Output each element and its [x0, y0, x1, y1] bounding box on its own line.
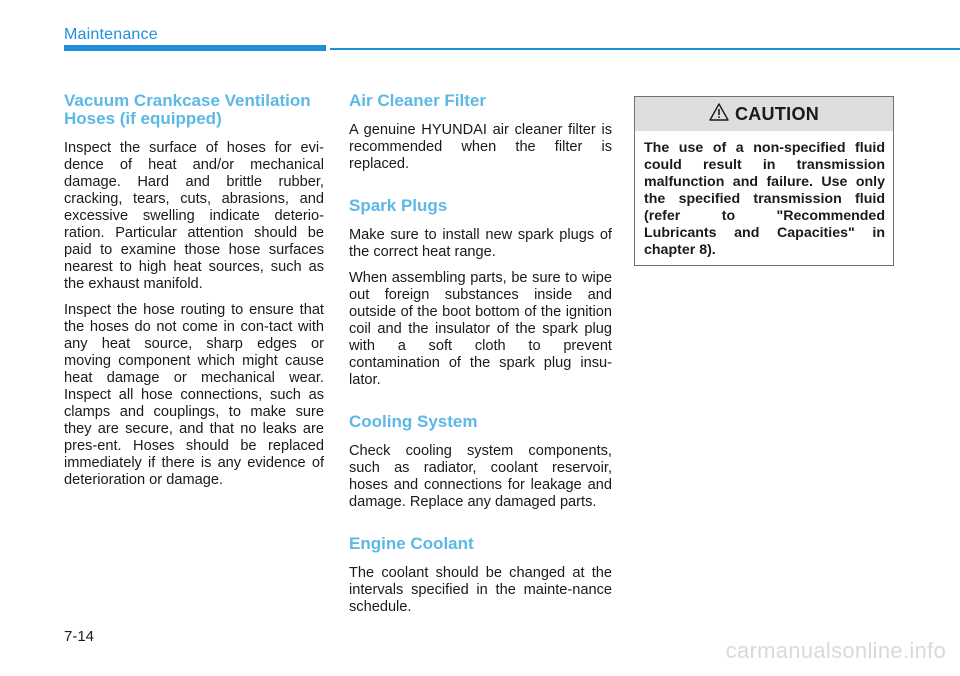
- header-rule-thin: [330, 48, 960, 50]
- page-number: 7-14: [64, 628, 95, 645]
- middle-column: [349, 92, 612, 625]
- caution-header: [635, 97, 893, 131]
- spark-plugs-heading: Spark Plugs: [349, 196, 448, 215]
- cooling-system-text: Check cooling system components, such as radiator, coolant reservoir, hoses and connections for leakage and damage. Replace any damaged parts.: [349, 443, 612, 510]
- watermark: carmanualsonline.info: [725, 638, 946, 663]
- vacuum-hoses-heading: Vacuum Crankcase Ventilation Hoses (if equipped): [64, 91, 311, 128]
- vacuum-hoses-paragraph-1: Inspect the surface of hoses for evi-dence of heat and/or mechanical damage. Hard and brittle rubber, cracking, tears, cuts, abrasions, and excessive swelling indicate deterio-ration. Particular attention should be paid to examine those hose surfaces nearest to high heat sources, such as the exhaust manifold.: [64, 140, 324, 292]
- warning-triangle-icon: [709, 103, 729, 126]
- engine-coolant-heading: Engine Coolant: [349, 534, 474, 553]
- air-cleaner-heading: Air Cleaner Filter: [349, 91, 486, 110]
- caution-text: The use of a non-specified fluid could result in transmission malfunction and failure. Use only the specified transmission fluid (refer to "Recommended Lubricants and Capacities" in chapter 8).: [644, 140, 885, 258]
- vacuum-hoses-paragraph-2: Inspect the hose routing to ensure that the hoses do not come in con-tact with any heat source, sharp edges or moving component which might cause heat damage or mechanical wear. Inspect all hose connections, such as clamps and couplings, to make sure they are secure, and that no leaks are pres-ent. Hoses should be replaced immediately if there is any evidence of deterioration or damage.: [64, 302, 324, 488]
- engine-coolant-text: The coolant should be changed at the intervals specified in the mainte-nance schedule.: [349, 565, 612, 615]
- spark-plugs-text-1: Make sure to install new spark plugs of the correct heat range.: [349, 227, 612, 260]
- caution-box: [634, 96, 894, 266]
- cooling-system-heading: Cooling System: [349, 412, 478, 431]
- air-cleaner-text: A genuine HYUNDAI air cleaner filter is recommended when the filter is replaced.: [349, 122, 612, 172]
- caution-label: CAUTION: [734, 103, 820, 124]
- left-column: [64, 92, 324, 498]
- section-header-title: Maintenance: [64, 26, 158, 43]
- spark-plugs-text-2: When assembling parts, be sure to wipe out foreign substances inside and outside of the boot bottom of the ignition coil and the insulator of the spark plug with a soft cloth to prevent contamination of the spark plug insu-lator.: [349, 270, 612, 388]
- header-rule-thick: [64, 45, 326, 51]
